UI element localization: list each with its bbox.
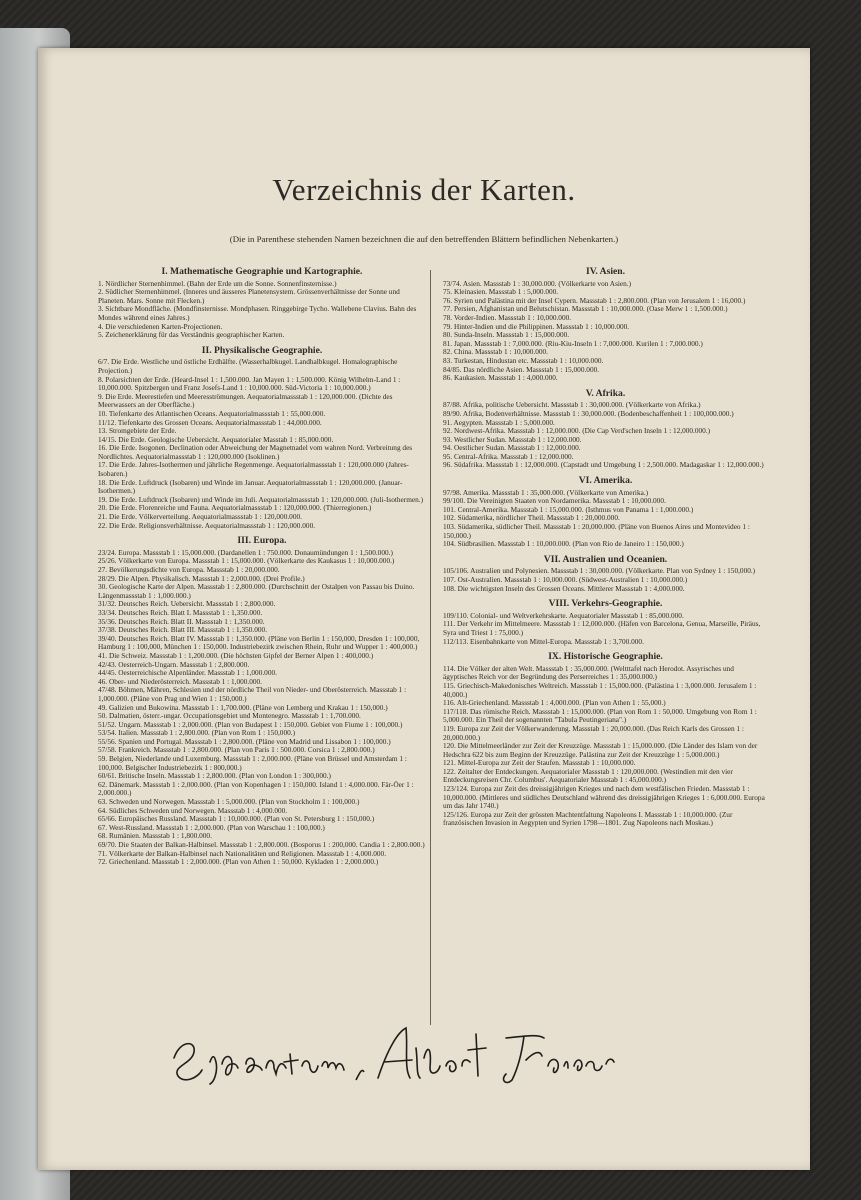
- map-entry: 55/56. Spanien und Portugal. Massstab 1 : 2,800.000. (Pläne von Madrid und Lissabon 1 : 100,000.): [98, 736, 391, 746]
- handwritten-signature: [166, 1018, 616, 1088]
- map-entry: 93. Westlicher Sudan. Massstab 1 : 12,000.000.: [443, 434, 582, 444]
- map-entry: 64. Südliches Schweden und Norwegen. Massstab 1 : 4,000.000.: [98, 805, 288, 815]
- map-entry: 117/118. Das römische Reich. Massstab 1 : 15,000.000. (Plan von Rom 1 : 50,000. Umgebung von Rom 1 : 5,000.000. Ein Theil der sogenannten "Tabula Peutingeriana".): [443, 706, 757, 725]
- map-entry: 62. Dänemark. Massstab 1 : 2,000.000. (Plan von Kopenhagen 1 : 150,000. Island 1 : 4,000.000. Fär-Öer 1 : 2,000.000.): [98, 779, 414, 798]
- map-entry: 28/29. Die Alpen. Physikalisch. Massstab 1 : 2,000.000. (Drei Profile.): [98, 573, 305, 583]
- map-entry: 77. Persien, Afghanistan und Belutschistan. Massstab 1 : 10,000.000. (Oase Merw 1 : 1,500.000.): [443, 304, 728, 314]
- map-entry: 105/106. Australien und Polynesien. Massstab 1 : 30,000.000. (Völkerkarte. Plan von Sydney 1 : 150,000.): [443, 566, 756, 576]
- map-entry: 112/113. Eisenbahnkarte von Mittel-Europa. Massstab 1 : 3,700.000.: [443, 636, 644, 646]
- map-entry: 51/52. Ungarn. Massstab 1 : 2,000.000. (Plan von Budapest 1 : 150,000. Gebiet von Fiume 1 : 100,000.): [98, 719, 403, 729]
- map-entry: 30. Geologische Karte der Alpen. Massstab 1 : 2,800.000. (Durchschnitt der Ostalpen von Passau bis Duino. Längenmassstab 1 : 1,000.000.): [98, 582, 415, 600]
- map-entry: 37/38. Deutsches Reich. Blatt III. Massstab 1 : 1,350.000.: [98, 625, 268, 635]
- map-entry: 95. Central-Afrika. Massstab 1 : 12,000.000.: [443, 451, 574, 461]
- section-heading: VIII. Verkehrs-Geographie.: [548, 598, 663, 610]
- map-entry: 31/32. Deutsches Reich. Uebersicht. Massstab 1 : 2,800.000.: [98, 599, 276, 609]
- map-entry: 89/90. Afrika, Bodenverhältnisse. Massstab 1 : 30,000.000. (Bodenbeschaffenheit 1 : 100,000.000.): [443, 408, 734, 418]
- map-entry: 115. Griechisch-Makedonisches Weltreich. Massstab 1 : 15,000.000. (Palästina 1 : 3,000.000. Jerusalem 1 : 40,000.): [443, 680, 757, 699]
- map-entry: 9. Die Erde. Meerestiefen und Meeresströmungen. Aequatorialmassstab 1 : 120,000.000. (Dichte des Meerwassers an der Oberfläche.): [98, 391, 393, 410]
- map-entry: 42/43. Oesterreich-Ungarn. Massstab 1 : 2,800.000.: [98, 659, 250, 669]
- map-entry: 114. Die Völker der alten Welt. Massstab 1 : 35,000.000. (Weltttafel nach Herodot. Assyrisches und ägyptisches Reich vor der Begründung des Perserreiches 1 : 35,000.000.): [443, 663, 734, 682]
- map-entry: 81. Japan. Massstab 1 : 7,000.000. (Riu-Kiu-Inseln 1 : 7,000.000. Kurilen 1 : 7,000.000.): [443, 338, 703, 348]
- map-entry: 96. Südafrika. Massstab 1 : 12,000.000. (Capstadt und Umgebung 1 : 2,500.000. Madagaskar 1 : 12,000.000.): [443, 460, 764, 470]
- map-entry: 18. Die Erde. Luftdruck (Isobaren) und Winde im Januar. Aequatorialmassstab 1 : 120,000.000. (Januar-Isothermen.): [98, 477, 403, 496]
- map-entry: 21. Die Erde. Völkerverteilung. Aequatorialmassstab 1 : 120,000.000.: [98, 512, 302, 522]
- map-entry: 72. Griechenland. Massstab 1 : 2,000.000. (Plan von Athen 1 : 50,000. Kykladen 1 : 2,000.000.): [98, 857, 379, 867]
- map-entry: 65/66. Europäisches Russland. Massstab 1 : 10,000.000. (Plan von St. Petersburg 1 : 150,000.): [98, 814, 375, 824]
- section-heading: V. Afrika.: [585, 387, 626, 399]
- right-column: [443, 264, 768, 828]
- book-page: [38, 48, 810, 1170]
- section-heading: IV. Asien.: [585, 266, 625, 277]
- map-entry: 23/24. Europa. Massstab 1 : 15,000.000. (Dardanellen 1 : 750.000. Donaumündungen 1 : 1,500.000.): [98, 547, 393, 557]
- map-entry: 2. Südlicher Sternenhimmel. (Inneres und äusseres Planetensystem. Grössenverhältnisse der Sonne und Planeten. Mars. Sonne mit Flecken.): [98, 287, 400, 305]
- map-entry: 123/124. Europa zur Zeit des dreissigjährigen Krieges und nach dem westfälischen Frieden. Massstab 1 : 10,000.000. (Mittleres und südliches Deutschland während des dreissigjährigen Krieges 1 : 6,000.000. Europa um das Jahr 1740.): [443, 784, 765, 811]
- map-entry: 104. Südbrasilien. Massstab 1 : 10,000.000. (Plan von Rio de Janeiro 1 : 150,000.): [443, 539, 684, 549]
- map-entry: 121. Mittel-Europa zur Zeit der Staufen. Massstab 1 : 10,000.000.: [443, 758, 636, 768]
- map-entry: 125/126. Europa zur Zeit der grössten Machtentfaltung Napoleons I. Massstab 1 : 10,000.000. (Zur französischen Invasion in Aegypten und Syrien 1798—1801. Zug Napoleons nach Moskau.): [443, 809, 733, 828]
- map-entry: 67. West-Russland. Massstab 1 : 2,000.000. (Plan von Warschau 1 : 100,000.): [98, 822, 325, 832]
- map-entry: 1. Nördlicher Sternenhimmel. (Bahn der Erde um die Sonne. Sonnenfinsternisse.): [98, 278, 337, 288]
- map-entry: 11/12. Tiefenkarte des Grossen Oceans. Aequatorialmassstab 1 : 44,000.000.: [98, 417, 322, 427]
- map-entry: 6/7. Die Erde. Westliche und östliche Erdhälfte. (Wasserhalbkugel. Landhalbkugel. Homalographische Projection.): [98, 357, 398, 375]
- map-entry: 59. Belgien, Niederlande und Luxemburg. Massstab 1 : 2,000.000. (Pläne von Brüssel und Amsterdam 1 : 100,000. Belgischer Industriebezirk 1 : 800,000.): [98, 754, 407, 772]
- map-entry: 20. Die Erde. Florenreiche und Fauna. Aequatorialmassstab 1 : 120,000.000. (Thierregionen.): [98, 503, 372, 513]
- map-entry: 107. Ost-Australien. Massstab 1 : 10,000.000. (Südwest-Australien 1 : 10,000.000.): [443, 575, 688, 584]
- map-entry: 22. Die Erde. Religionsverhältnisse. Aequatorialmassstab 1 : 120,000.000.: [98, 520, 316, 530]
- map-entry: 41. Die Schweiz. Massstab 1 : 1,200.000. (Die höchsten Gipfel der Berner Alpen 1 : 400,000.): [98, 650, 374, 660]
- map-entry: 33/34. Deutsches Reich. Blatt I. Massstab 1 : 1,350.000.: [98, 607, 263, 617]
- map-entry: 14/15. Die Erde. Geologische Uebersicht. Aequatorialer Masstab 1 : 85,000.000.: [98, 434, 334, 444]
- map-entry: 116. Alt-Griechenland. Massstab 1 : 4,000.000. (Plan von Athen 1 : 55,000.): [443, 698, 666, 708]
- map-entry: 87/88. Afrika, politische Uebersicht. Massstab 1 : 30,000.000. (Völkerkarte von Afrika.): [443, 400, 701, 410]
- map-entry: 76. Syrien und Palästina mit der Insel Cypern. Massstab 1 : 2,800.000. (Plan von Jerusalem 1 : 16,000.): [443, 295, 746, 305]
- map-entry: 50. Dalmatien, österr.-ungar. Occupationsgebiet und Montenegro. Massstab 1 : 1,700.000.: [98, 711, 361, 721]
- map-entry: 4. Die verschiedenen Karten-Projectionen.: [98, 321, 223, 331]
- map-entry: 71. Völkerkarte der Balkan-Halbinsel nach Nationalitäten und Religionen. Massstab 1 : 4,000.000.: [98, 848, 387, 858]
- map-entry: 27. Bevölkerungsdichte von Europa. Massstab 1 : 20,000.000.: [98, 565, 280, 574]
- map-entry: 44/45. Oesterreichische Alpenländer. Massstab 1 : 1,000.000.: [98, 668, 277, 678]
- map-entry: 108. Die wichtigsten Inseln des Grossen Oceans. Mittlerer Massstab 1 : 4,000.000.: [443, 583, 685, 593]
- map-entry: 63. Schweden und Norwegen. Massstab 1 : 5,000.000. (Plan von Stockholm 1 : 100,000.): [98, 797, 360, 807]
- map-entry: 122. Zeitalter der Entdeckungen. Aequatorialer Massstab 1 : 120,000.000. (Westindien mit den vier Entdeckungsreisen Chr. Columbus'. Aequatorialer Massstab 1 : 45,000.000.): [443, 766, 733, 785]
- map-entry: 17. Die Erde. Jahres-Isothermen und jährliche Regenmenge. Aequatorialmassstab 1 : 120,000.000 (Jahres-Isobaren.): [98, 460, 409, 479]
- page-title: Verzeichnis der Karten.: [272, 172, 576, 207]
- column-divider: [430, 270, 431, 1025]
- section-heading: III. Europa.: [237, 535, 287, 547]
- map-entry: 99/100. Die Vereinigten Staaten von Nordamerika. Massstab 1 : 10,000.000.: [443, 496, 666, 506]
- map-entry: 49. Galizien und Bukowina. Massstab 1 : 1,700.000. (Pläne von Lemberg und Krakau 1 : 150,000.): [98, 702, 388, 712]
- map-entry: 57/58. Frankreich. Massstab 1 : 2,800.000. (Plan von Paris 1 : 500.000. Corsica 1 : 2,800.000.): [98, 745, 375, 755]
- map-entry: 16. Die Erde. Isogonen. Declination oder Abweichung der Magnetnadel vom wahren Nord. Verbreitung des Nordlichtes. Aequatorialmassstab 1 : 120,000.000 (Isoklinen.): [98, 443, 413, 461]
- map-entry: 13. Stromgebiete der Erde.: [98, 426, 177, 436]
- map-entry: 53/54. Italien. Massstab 1 : 2,800.000. (Plan von Rom 1 : 150,000.): [98, 728, 296, 738]
- subtitle-note: (Die in Parenthese stehenden Namen bezeichnen die auf den betreffenden Blättern befindlichen Nebenkarten.): [229, 234, 619, 244]
- map-entry: 102. Südamerika, nördlicher Theil. Massstab 1 : 20,000.000.: [443, 513, 620, 523]
- map-entry: 97/98. Amerika. Massstab 1 : 35,000.000. (Völkerkarte von Amerika.): [443, 487, 649, 497]
- section-heading: IX. Historische Geographie.: [548, 651, 663, 663]
- map-entry: 78. Vorder-Indien. Massstab 1 : 10,000.000.: [443, 312, 572, 322]
- map-entry: 120. Die Mittelmeerländer zur Zeit der Kreuzzüge. Massstab 1 : 15,000.000. (Die Länder des Islam von der Hedschra 622 bis zum Beginn der Kreuzzüge. Palästina zur Zeit der Kreuzzüge 1 : 5,000.000.): [443, 741, 758, 759]
- map-entry: 80. Sunda-Inseln. Massstab 1 : 15,000.000.: [443, 330, 570, 340]
- map-entry: 92. Nordwest-Afrika. Massstab 1 : 12,000.000. (Die Cap Verd'schen Inseln 1 : 12,000.000.): [443, 426, 711, 436]
- section-heading: VI. Amerika.: [578, 475, 633, 487]
- map-entry: 46. Ober- und Niederösterreich. Massstab 1 : 1,000.000.: [98, 676, 262, 686]
- map-entry: 68. Rumänien. Massstab 1 : 1,800.000.: [98, 831, 212, 841]
- map-entry: 3. Sichtbare Mondfläche. (Mondfinsternisse. Mondphasen. Ringgebirge Tycho. Wallebene Clavius. Bahn des Mondes während eines Jahres.): [98, 304, 417, 322]
- map-entry: 111. Der Verkehr im Mittelmeere. Massstab 1 : 12,000.000. (Häfen von Barcelona, Genua, Marseille, Piräus, Syra und Triest 1 : 75,000.): [443, 619, 761, 637]
- map-entry: 91. Aegypten. Massstab 1 : 5,000.000.: [443, 417, 555, 427]
- section-heading: VII. Australien und Oceanien.: [543, 553, 668, 565]
- map-entry: 25/26. Völkerkarte von Europa. Massstab 1 : 15,000.000. (Völkerkarte des Kaukasus 1 : 10,000.000.): [98, 556, 395, 566]
- map-entry: 73/74. Asien. Massstab 1 : 30,000.000. (Völkerkarte von Asien.): [443, 278, 632, 288]
- map-entry: 84/85. Das nördliche Asien. Massstab 1 : 15,000.000.: [443, 364, 600, 374]
- map-entry: 119. Europa zur Zeit der Völkerwanderung. Massstab 1 : 20,000.000. (Das Reich Karls des Grossen 1 : 20,000.000.): [443, 723, 744, 742]
- map-entry: 47/48. Böhmen, Mähren, Schlesien und der nördliche Theil von Nieder- und Oberösterreich. Massstab 1 : 1,000.000. (Pläne von Prag und Wien 1 : 150,000.): [98, 685, 407, 703]
- map-entry: 101. Central-Amerika. Massstab 1 : 15,000.000. (Isthmus von Panama 1 : 1,000.000.): [443, 504, 694, 514]
- section-heading: II. Physikalische Geographie.: [201, 344, 323, 356]
- map-entry: 103. Südamerika, südlicher Theil. Massstab 1 : 20,000.000. (Pläne von Buenos Aires und Montevideo 1 : 150,000.): [443, 522, 750, 540]
- map-entry: 75. Kleinasien. Massstab 1 : 5,000.000.: [443, 287, 559, 297]
- map-entry: 8. Polarsichten der Erde. (Heard-Insel 1 : 1,500.000. Jan Mayen 1 : 1,500.000. König Wilhelm-Land 1 : 10,000.000. Spitzbergen und Franz Josefs-Land 1 : 10,000.000. Süd-Victoria 1 : 10,000.000.): [98, 374, 401, 393]
- map-entry: 79. Hinter-Indien und die Philippinen. Massstab 1 : 10,000.000.: [443, 321, 630, 331]
- map-entry: 5. Zeichenerklärung für das Verständnis geographischer Karten.: [98, 330, 285, 340]
- map-entry: 10. Tiefenkarte des Atlantischen Oceans. Aequatorialmassstab 1 : 55,000.000.: [98, 408, 326, 418]
- map-entry: 86. Kaukasien. Massstab 1 : 4,000.000.: [443, 373, 558, 383]
- map-entry: 39/40. Deutsches Reich. Blatt IV. Massstab 1 : 1,350.000. (Pläne von Berlin 1 : 150,000, Dresden 1 : 100,000, Hamburg 1 : 100,000, München 1 : 150,000. Industriebezirk zwischen Rhein, Ruhr und Wupper 1 : 400,000.): [98, 633, 420, 652]
- map-entry: 60/61. Britische Inseln. Massstab 1 : 2,800.000. (Plan von London 1 : 300,000.): [98, 771, 331, 781]
- map-entry: 19. Die Erde. Luftdruck (Isobaren) und Winde im Juli. Aequatorialmassstab 1 : 120,000.000. (Juli-Isothermen.): [98, 494, 424, 504]
- map-entry: 69/70. Die Staaten der Balkan-Halbinsel. Massstab 1 : 2,800.000. (Bosporus 1 : 200,000. Candia 1 : 2,800.000.): [98, 840, 425, 849]
- section-heading: I. Mathematische Geographie und Kartographie.: [161, 266, 363, 277]
- left-column: [98, 264, 426, 867]
- map-entry: 94. Oestlicher Sudan. Massstab 1 : 12,000.000.: [443, 443, 581, 453]
- map-entry: 109/110. Colonial- und Weltverkehrskarte. Aequatorialer Massstab 1 : 85,000.000.: [443, 610, 684, 620]
- map-entry: 35/36. Deutsches Reich. Blatt II. Massstab 1 : 1,350.000.: [98, 616, 265, 626]
- map-entry: 83. Turkestan, Hindustan etc. Massstab 1 : 10,000.000.: [443, 355, 604, 365]
- map-entry: 82. China. Massstab 1 : 10,000.000.: [443, 347, 548, 357]
